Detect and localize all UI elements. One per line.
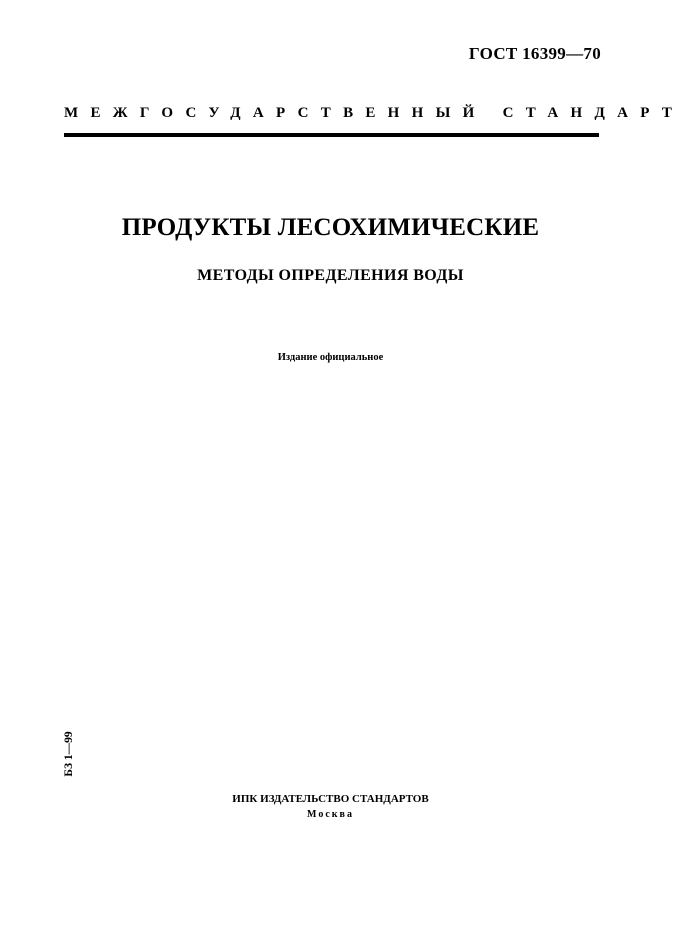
- side-mark-text: БЗ 1—99: [63, 731, 75, 777]
- gost-number: ГОСТ 16399—70: [468, 44, 601, 63]
- standard-type-heading: МЕЖГОСУДАРСТВЕННЫЙ СТАНДАРТ: [64, 105, 684, 121]
- document-title: ПРОДУКТЫ ЛЕСОХИМИЧЕСКИЕ: [121, 214, 540, 241]
- publisher-city: Москва: [307, 809, 354, 820]
- publisher: ИПК ИЗДАТЕЛЬСТВО СТАНДАРТОВ: [232, 793, 429, 805]
- edition-note: Издание официальное: [277, 352, 384, 363]
- header-divider: [64, 133, 599, 137]
- document-subtitle: МЕТОДЫ ОПРЕДЕЛЕНИЯ ВОДЫ: [197, 267, 464, 284]
- side-mark: [59, 726, 79, 782]
